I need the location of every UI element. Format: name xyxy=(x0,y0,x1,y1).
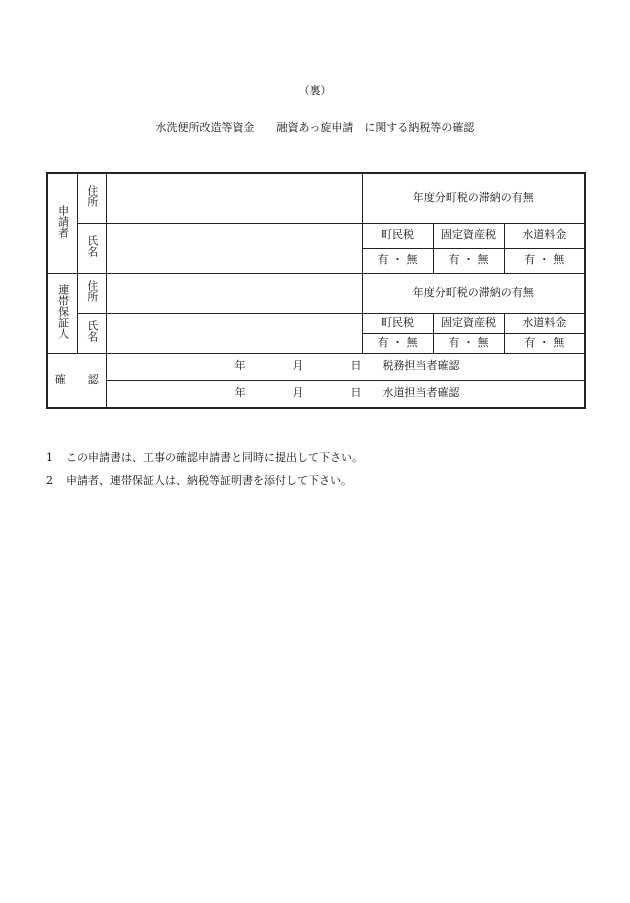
guarantor-name-label: 氏名 xyxy=(77,313,106,353)
applicant-col-resident-tax: 町民税 xyxy=(362,223,433,248)
guarantor-address-field[interactable] xyxy=(106,273,362,313)
guarantor-name-field[interactable] xyxy=(106,313,362,353)
applicant-address-field[interactable] xyxy=(106,173,362,223)
confirm-label: 確 認 xyxy=(47,353,106,408)
applicant-col-property-tax: 固定資産税 xyxy=(433,223,504,248)
confirm2-year-label: 年 xyxy=(234,386,246,400)
guarantor-group-label: 連帯保証人 xyxy=(47,273,77,353)
guarantor-status-resident-tax[interactable]: 有 ・ 無 xyxy=(362,333,433,353)
tax-officer-confirm-row[interactable] xyxy=(106,353,585,380)
applicant-status-water-fee[interactable]: 有 ・ 無 xyxy=(504,248,585,273)
guarantor-status-property-tax[interactable]: 有 ・ 無 xyxy=(433,333,504,353)
guarantor-tax-header: 年度分町税の滞納の有無 xyxy=(362,273,585,313)
guarantor-col-resident-tax: 町民税 xyxy=(362,313,433,333)
guarantor-col-water-fee: 水道料金 xyxy=(504,313,585,333)
confirm1-year-label: 年 xyxy=(234,359,246,373)
applicant-name-label: 氏名 xyxy=(77,223,106,273)
confirm2-day-label: 日 xyxy=(350,386,362,400)
applicant-group-label: 申請者 xyxy=(47,173,77,273)
notes-list xyxy=(46,446,363,492)
guarantor-address-label: 住所 xyxy=(77,273,106,313)
confirm1-day-label: 日 xyxy=(350,359,362,373)
water-officer-confirm-row[interactable] xyxy=(106,380,585,408)
document-title: 水洗便所改造等資金 融資あっ旋申請 に関する納税等の確認 xyxy=(155,121,475,134)
applicant-address-label: 住所 xyxy=(77,173,106,223)
applicant-status-resident-tax[interactable]: 有 ・ 無 xyxy=(362,248,433,273)
note-item: 1 この申請書は、工事の確認申請書と同時に提出して下さい。 xyxy=(46,451,363,464)
applicant-status-property-tax[interactable]: 有 ・ 無 xyxy=(433,248,504,273)
page-side-label: （裏） xyxy=(298,84,332,97)
applicant-col-water-fee: 水道料金 xyxy=(504,223,585,248)
applicant-name-field[interactable] xyxy=(106,223,362,273)
water-officer-confirm-label: 水道担当者確認 xyxy=(382,386,460,400)
guarantor-status-water-fee[interactable]: 有 ・ 無 xyxy=(504,333,585,353)
guarantor-col-property-tax: 固定資産税 xyxy=(433,313,504,333)
confirm1-month-label: 月 xyxy=(292,359,304,373)
tax-confirmation-table xyxy=(46,172,586,409)
tax-officer-confirm-label: 税務担当者確認 xyxy=(382,359,460,373)
note-item: 2 申請者、連帯保証人は、納税等証明書を添付して下さい。 xyxy=(46,474,352,487)
applicant-tax-header: 年度分町税の滞納の有無 xyxy=(362,173,585,223)
confirm2-month-label: 月 xyxy=(292,386,304,400)
